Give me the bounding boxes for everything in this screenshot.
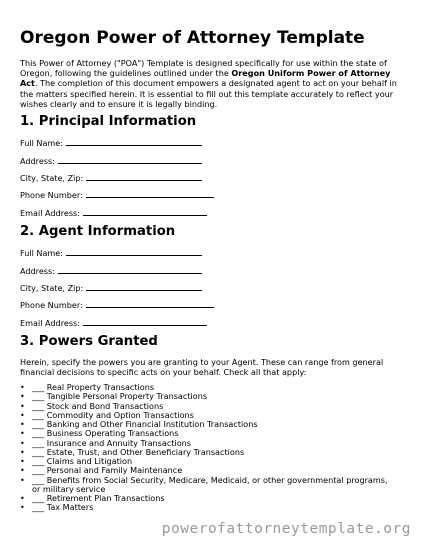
agent-city-state-zip-label: City, State, Zip: bbox=[20, 283, 84, 293]
principal-full-name-field[interactable] bbox=[20, 137, 202, 148]
site-watermark: powerofattorneytemplate.org bbox=[161, 521, 411, 537]
powers-intro-paragraph: Herein, specify the powers you are granting to your Agent. These can range from general financial decisions to specific acts on your behalf. Check all that apply: bbox=[20, 357, 384, 378]
agent-address-line[interactable] bbox=[58, 265, 202, 274]
principal-city-state-zip-field[interactable] bbox=[20, 172, 202, 183]
agent-city-state-zip-field[interactable] bbox=[20, 282, 202, 293]
power-item-estate-trust[interactable]: • ___ Estate, Trust, and Other Beneficiary Transactions bbox=[20, 448, 390, 457]
power-item-commodity-and-option[interactable]: • ___ Commodity and Option Transactions bbox=[20, 411, 390, 420]
intro-paragraph bbox=[20, 58, 405, 109]
principal-city-state-zip-line[interactable] bbox=[86, 172, 202, 181]
power-item-claims-litigation[interactable]: • ___ Claims and Litigation bbox=[20, 457, 390, 466]
agent-email-line[interactable] bbox=[83, 317, 207, 326]
principal-email-field[interactable] bbox=[20, 207, 207, 218]
agent-full-name-label: Full Name: bbox=[20, 248, 64, 258]
power-item-personal-family[interactable]: • ___ Personal and Family Maintenance bbox=[20, 466, 390, 475]
agent-full-name-line[interactable] bbox=[66, 247, 202, 256]
power-item-retirement-plan[interactable]: • ___ Retirement Plan Transactions bbox=[20, 494, 390, 503]
principal-phone-label: Phone Number: bbox=[20, 190, 83, 200]
principal-city-state-zip-label: City, State, Zip: bbox=[20, 173, 84, 183]
agent-phone-line[interactable] bbox=[86, 299, 214, 308]
section-agent-heading: 2. Agent Information bbox=[20, 224, 176, 239]
intro-text-before: This Power of Attorney ("POA") Template is designed specifically for use within the state of Oregon, following the guidelines outlined under the bbox=[20, 58, 387, 79]
power-item-banking[interactable]: • ___ Banking and Other Financial Institution Transactions bbox=[20, 420, 390, 429]
intro-bold-act: Oregon Uniform Power of Attorney Act bbox=[20, 68, 391, 89]
principal-phone-line[interactable] bbox=[86, 189, 214, 198]
principal-address-line[interactable] bbox=[58, 155, 202, 164]
agent-full-name-field[interactable] bbox=[20, 247, 202, 258]
agent-phone-label: Phone Number: bbox=[20, 300, 83, 310]
principal-address-label: Address: bbox=[20, 156, 55, 166]
principal-full-name-label: Full Name: bbox=[20, 138, 64, 148]
section-powers-heading: 3. Powers Granted bbox=[20, 334, 158, 349]
agent-address-label: Address: bbox=[20, 266, 55, 276]
powers-checklist bbox=[20, 383, 390, 513]
power-item-real-property[interactable]: • ___ Real Property Transactions bbox=[20, 383, 390, 392]
intro-text-after: . The completion of this document empowers a designated agent to act on your behalf in the matters specified herein. It is essential to fill out this template accurately to reflect your wishes clearly and to ensure it is legally binding. bbox=[20, 78, 397, 109]
page-title: Oregon Power of Attorney Template bbox=[20, 28, 365, 48]
section-principal-heading: 1. Principal Information bbox=[20, 114, 197, 129]
principal-phone-field[interactable] bbox=[20, 189, 214, 200]
principal-email-label: Email Address: bbox=[20, 208, 80, 218]
agent-phone-field[interactable] bbox=[20, 299, 214, 310]
power-item-stock-and-bond[interactable]: • ___ Stock and Bond Transactions bbox=[20, 402, 390, 411]
power-item-government-benefits[interactable]: • ___ Benefits from Social Security, Medicare, Medicaid, or other governmental programs, or military service bbox=[20, 476, 390, 495]
power-item-tax-matters[interactable]: • ___ Tax Matters bbox=[20, 503, 390, 512]
agent-email-field[interactable] bbox=[20, 317, 207, 328]
power-item-business-operating[interactable]: • ___ Business Operating Transactions bbox=[20, 429, 390, 438]
agent-city-state-zip-line[interactable] bbox=[86, 282, 202, 291]
agent-address-field[interactable] bbox=[20, 265, 202, 276]
principal-address-field[interactable] bbox=[20, 155, 202, 166]
agent-email-label: Email Address: bbox=[20, 318, 80, 328]
principal-full-name-line[interactable] bbox=[66, 137, 202, 146]
power-item-tangible-personal-property[interactable]: • ___ Tangible Personal Property Transactions bbox=[20, 392, 390, 401]
principal-email-line[interactable] bbox=[83, 207, 207, 216]
power-item-insurance-annuity[interactable]: • ___ Insurance and Annuity Transactions bbox=[20, 439, 390, 448]
